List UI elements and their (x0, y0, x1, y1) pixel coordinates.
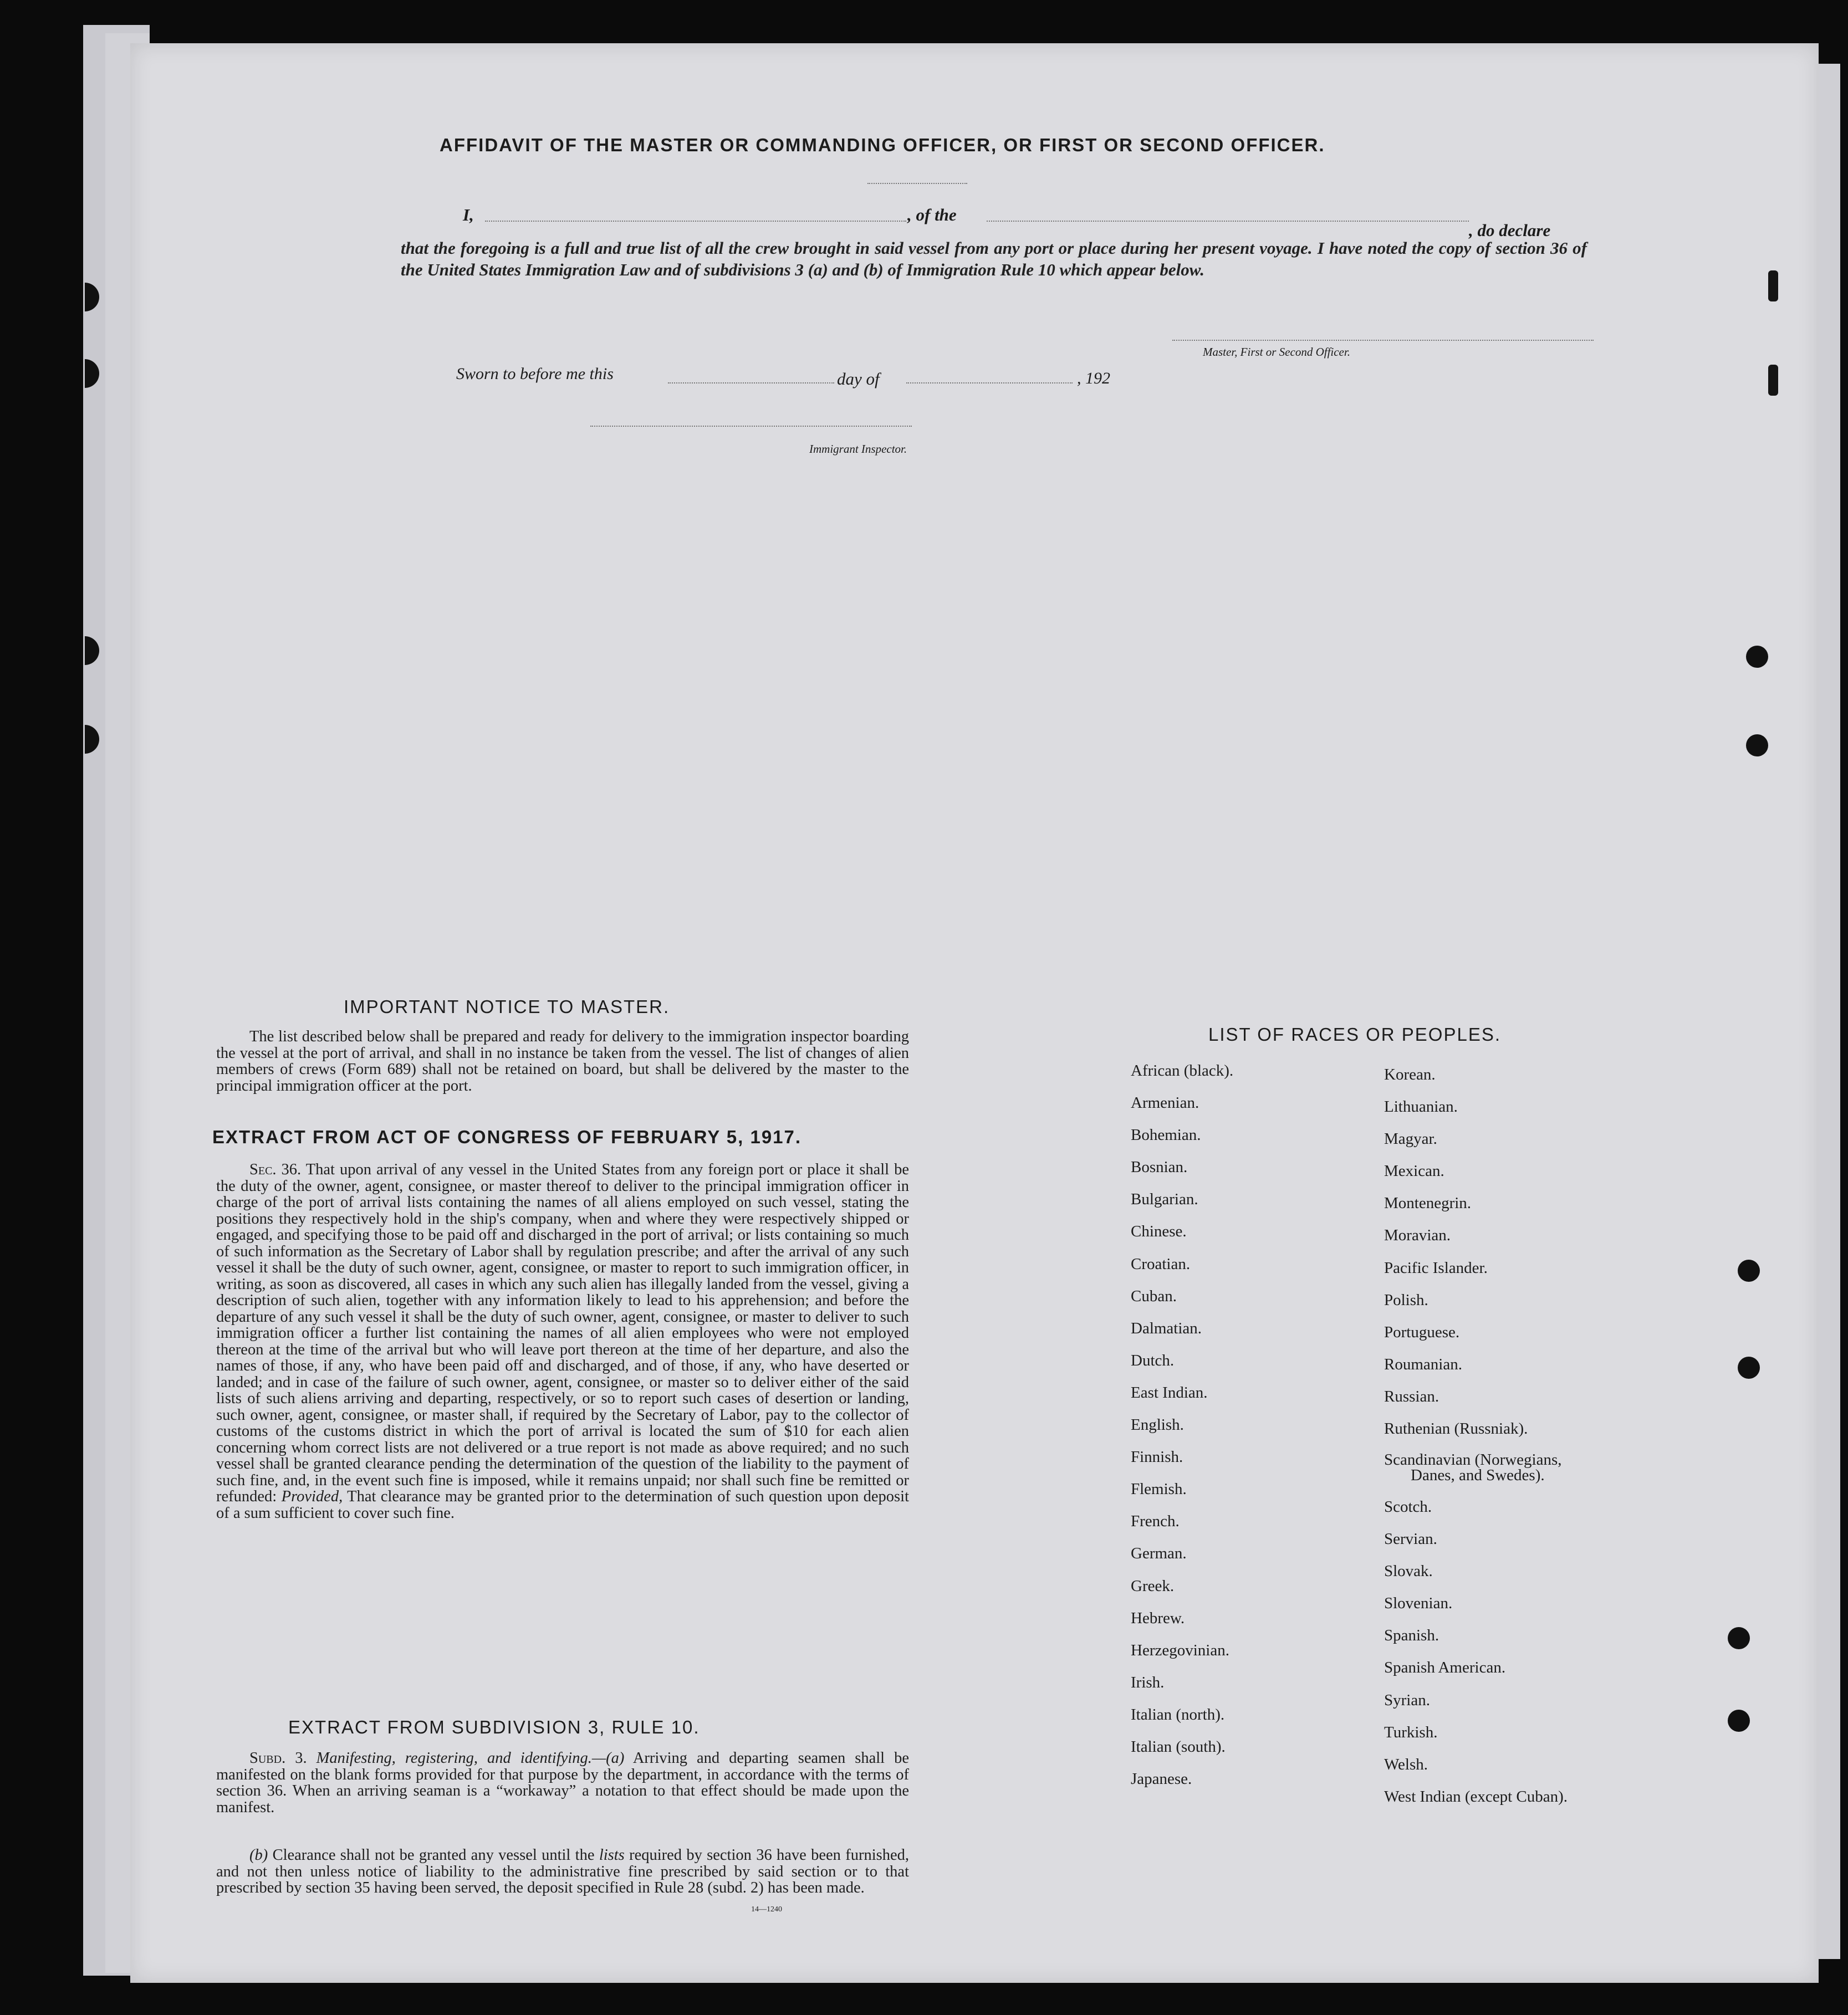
clip-mark (1768, 365, 1778, 396)
race-item: Finnish. (1131, 1448, 1183, 1466)
race-item: Japanese. (1131, 1770, 1192, 1788)
race-item: Bulgarian. (1131, 1190, 1198, 1209)
section-body-end: That clearance may be granted prior to the determination of such question upon deposit of a sum sufficient to cover such fine. (216, 1488, 909, 1522)
race-item: Chinese. (1131, 1223, 1187, 1241)
race-item: Armenian. (1131, 1094, 1199, 1112)
race-item: Syrian. (1384, 1691, 1430, 1709)
races-right-column-a (1384, 1058, 1528, 1445)
subd-b-text-1: Clearance shall not be granted any vessel until the (272, 1847, 595, 1864)
race-item: West Indian (except Cuban). (1384, 1787, 1568, 1806)
race-item: French. (1131, 1512, 1180, 1531)
race-item: Polish. (1384, 1291, 1428, 1309)
race-item: Irish. (1131, 1673, 1165, 1691)
manifest-page (130, 43, 1819, 1983)
notice-body: The list described below shall be prepared and ready for delivery to the immigration inspector boarding the vessel at the port of arrival, and shall in no instance be taken from the vessel. The list of changes of alien members of crews (Form 689) shall not be retained on board, but shall be delivered by the master to the principal immigration officer at the port. (216, 1028, 909, 1095)
year-label: , 192 (1077, 369, 1110, 387)
race-item: African (black). (1131, 1062, 1234, 1080)
race-item: Lithuanian. (1384, 1098, 1458, 1116)
punch-hole (1738, 1260, 1760, 1282)
affidavit-of-the-label: , of the (907, 205, 957, 224)
section-label: Sec. 36. (249, 1161, 302, 1178)
sworn-day-blank[interactable] (668, 382, 834, 383)
race-item: Russian. (1384, 1387, 1439, 1405)
vessel-blank[interactable] (987, 221, 1469, 222)
day-of-label: day of (837, 369, 880, 388)
race-item: Croatian. (1131, 1255, 1191, 1273)
race-item: Hebrew. (1131, 1609, 1185, 1627)
races-right-column-b (1384, 1491, 1568, 1813)
subd-label: Subd. 3. (249, 1750, 307, 1767)
subd-a-marker: —(a) (591, 1750, 625, 1767)
inspector-label: Immigrant Inspector. (809, 442, 907, 456)
punch-hole (1746, 734, 1768, 756)
affidavit-title: AFFIDAVIT OF THE MASTER OR COMMANDING OFFICER, OR FIRST OR SECOND OFFICER. (440, 135, 1325, 155)
act-title: EXTRACT FROM ACT OF CONGRESS OF FEBRUARY 5, 1917. (212, 1127, 802, 1147)
affidavit-body: that the foregoing is a full and true list of all the crew brought in said vessel from any port or place during her present voyage. I have noted the copy of section 36 of the United States Immigration Law and of subdivisions 3 (a) and (b) of Immigration Rule 10 which appear below. (401, 238, 1587, 279)
punch-hole (1738, 1357, 1760, 1379)
race-item: Herzegovinian. (1131, 1641, 1229, 1659)
race-item: Korean. (1384, 1066, 1436, 1083)
act-section-36 (216, 1162, 909, 1521)
inspector-blank[interactable] (590, 426, 912, 427)
title-underline (867, 183, 967, 184)
race-item: Portuguese. (1384, 1323, 1460, 1341)
punch-hole (1728, 1627, 1750, 1649)
race-item: Turkish. (1384, 1723, 1438, 1741)
subd-a-text: Arriving and departing seamen shall be manifested on the blank forms provided for that purpose by the department, in accordance with the terms of section 36. When an arriving seaman is a “workaway” a notation to that effect should be made upon the manifest. (216, 1750, 909, 1816)
clip-mark (1768, 270, 1778, 301)
race-item: Servian. (1384, 1530, 1437, 1548)
race-item: Ruthenian (Russniak). (1384, 1420, 1528, 1438)
race-item: German. (1131, 1545, 1187, 1563)
race-item-scandinavian: Scandinavian (Norwegians, (1384, 1451, 1562, 1469)
punch-hole (1746, 646, 1768, 668)
race-item: Italian (north). (1131, 1705, 1225, 1724)
race-item: Greek. (1131, 1577, 1175, 1595)
rule-subd-b (216, 1847, 909, 1896)
race-item: Montenegrin. (1384, 1194, 1472, 1213)
race-item: Bosnian. (1131, 1158, 1188, 1177)
affidavit-declare-label: , do declare (1469, 221, 1551, 240)
sworn-label: Sworn to before me this (456, 365, 614, 383)
race-item: Scotch. (1384, 1498, 1432, 1516)
race-item: Moravian. (1384, 1226, 1451, 1245)
races-title: LIST OF RACES OR PEOPLES. (1208, 1024, 1502, 1045)
race-item: Flemish. (1131, 1480, 1187, 1499)
races-left-column (1131, 1055, 1233, 1795)
subd-b-marker: (b) (249, 1847, 268, 1864)
signature-label: Master, First or Second Officer. (1203, 345, 1350, 359)
rule-title: EXTRACT FROM SUBDIVISION 3, RULE 10. (288, 1717, 700, 1737)
affidavit-i-label: I, (463, 205, 474, 224)
race-item: Magyar. (1384, 1130, 1437, 1148)
race-item: East Indian. (1131, 1383, 1208, 1402)
proviso: Provided, (281, 1488, 343, 1505)
race-item: Bohemian. (1131, 1126, 1201, 1144)
race-item-scandinavian-cont: Danes, and Swedes). (1411, 1466, 1545, 1484)
race-item: English. (1131, 1416, 1184, 1434)
form-number: 14—1240 (751, 1905, 782, 1914)
rule-subd-a (216, 1750, 909, 1815)
race-item: Spanish. (1384, 1627, 1439, 1645)
race-item: Cuban. (1131, 1287, 1177, 1305)
race-item: Italian (south). (1131, 1737, 1226, 1756)
name-blank[interactable] (485, 221, 906, 222)
subd-b-text-2: required by section 36 have been furnished, and not then unless notice of liability to the administrative fine prescribed by said section or to that prescribed by section 35 having been served, the deposit specified in Rule 28 (subd. 2) has been made. (216, 1847, 910, 1896)
section-body: That upon arrival of any vessel in the United States from any foreign port or place it shall be the duty of the owner, agent, consignee, or master thereof to deliver to the principal immigration officer in charge of the port of arrival lists containing the names of all aliens employed on such vessel, stating the positions they respectively hold in the ship's company, when and where they were respectively shipped or engaged, and specifying those to be paid off and discharged in the port of arrival; or lists containing so much of such information as the Secretary of Labor shall by regulation prescribe; and after the arrival of any such vessel it shall be the duty of such owner, agent, consignee, or master to report to such immigration officer, in writing, as soon as discovered, all cases in which any such alien has illegally landed from the vessel, giving a description of such alien, together with any information likely to lead to his apprehension; and before the departure of any such vessel it shall be the duty of such owner, agent, consignee, or master to deliver to such immigration officer a further list containing the names of all alien employees who were not employed thereon at the time of the arrival but who will leave port thereon at the time of her departure, and also the names of those, if any, who have been paid off and discharged, and of those, if any, who have deserted or landed; and in case of the failure of such owner, agent, consignee, or master so to deliver either of the said lists of such aliens arriving and departing, respectively, or so to report such cases of desertion or landing, such owner, agent, consignee, or master shall, if required by the Secretary of Labor, pay to the collector of customs of the customs district in which the port of arrival is located the sum of $10 for each alien concerning whom correct lists are not delivered or a true report is not made as above required; and no such vessel shall be granted clearance pending the determination of the question of the liability to the payment of such fine, and, in the event such fine is imposed, while it remains unpaid; nor shall such fine be remitted or refunded: (216, 1161, 909, 1505)
race-item: Slovenian. (1384, 1594, 1453, 1613)
race-item: Spanish American. (1384, 1659, 1506, 1677)
race-item: Dalmatian. (1131, 1319, 1202, 1337)
race-item: Dutch. (1131, 1351, 1175, 1369)
subd-heading: Manifesting, registering, and identifying. (316, 1750, 592, 1767)
signature-blank[interactable] (1172, 340, 1594, 341)
notice-title: IMPORTANT NOTICE TO MASTER. (344, 996, 670, 1017)
punch-hole (1728, 1710, 1750, 1732)
sworn-month-blank[interactable] (906, 382, 1073, 383)
race-item: Mexican. (1384, 1162, 1444, 1180)
race-item: Welsh. (1384, 1755, 1428, 1773)
subd-b-lists: lists (599, 1847, 625, 1864)
race-item: Slovak. (1384, 1562, 1433, 1581)
race-item: Pacific Islander. (1384, 1259, 1488, 1277)
race-item: Roumanian. (1384, 1355, 1462, 1373)
